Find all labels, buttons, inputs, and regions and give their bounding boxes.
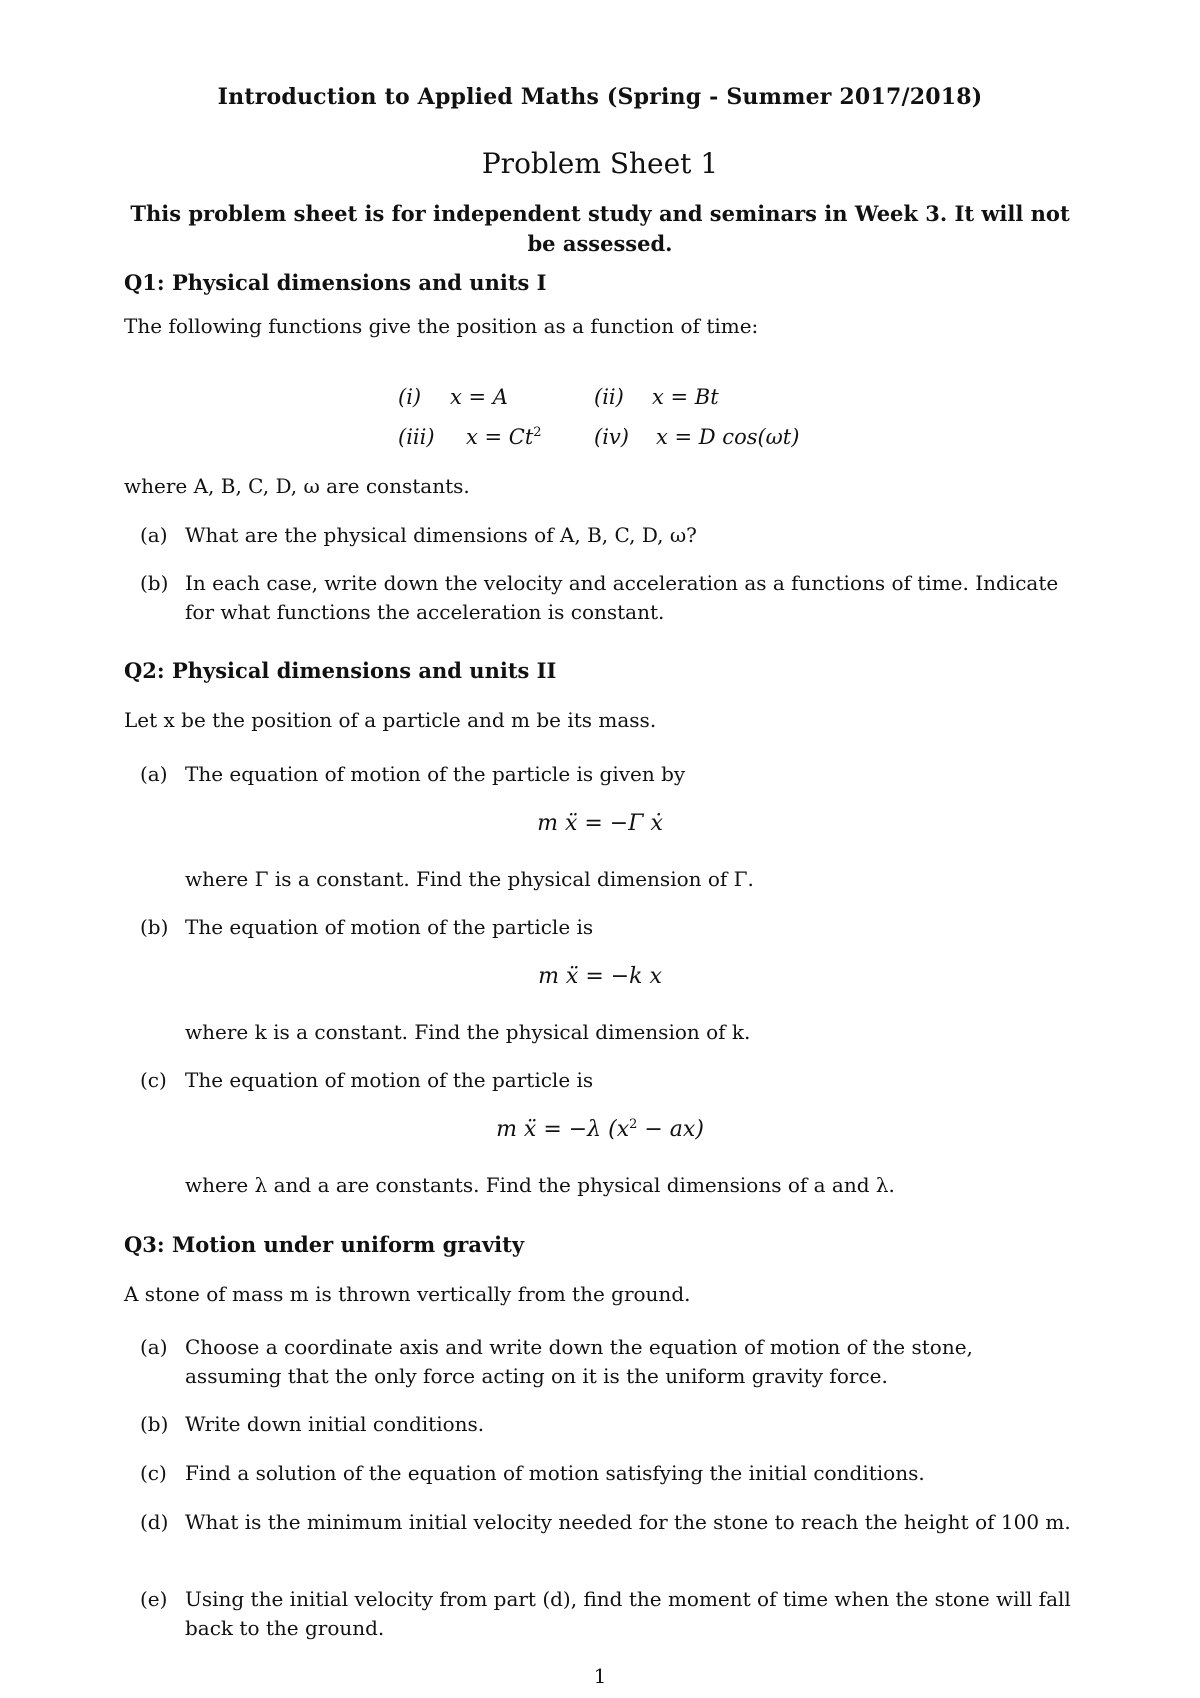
q2-part-b-after: where k is a constant. Find the physical dimension of k. [185,1020,751,1044]
q3-part-b [140,1410,1075,1439]
q3-part-e [140,1585,1075,1643]
part-label: (c) [140,1461,167,1485]
function-expression: x = A [450,385,508,409]
part-label: (a) [140,762,168,786]
part-text: Choose a coordinate axis and write down the equation of motion of the stone, assuming that the only force acting on it is the uniform gravity force. [185,1335,973,1388]
page-number: 1 [593,1664,607,1688]
course-title: Introduction to Applied Maths (Spring - Summer 2017/2018) [217,84,983,110]
q2-part-c-after: where λ and a are constants. Find the physical dimensions of a and λ. [185,1173,895,1197]
function-expression: x = D cos(ωt) [656,425,800,449]
q2-equation-b: m ẍ = −k x [538,964,662,989]
part-text: Find a solution of the equation of motion satisfying the initial conditions. [185,1461,925,1485]
q3-part-c [140,1459,1075,1488]
part-text: The equation of motion of the particle is [185,915,594,939]
q2-heading: Q2: Physical dimensions and units II [124,658,557,683]
part-label: (b) [140,915,169,939]
q2-equation-a: m ẍ = −Γ ẋ [537,811,663,836]
part-text: What are the physical dimensions of A, B, C, D, ω? [185,523,697,547]
part-label: (e) [140,1587,168,1611]
q3-part-d [140,1508,1075,1537]
part-label: (c) [140,1068,167,1092]
function-label: (iv) [594,425,629,449]
function-label: (ii) [594,385,624,409]
q2-equation-c: m ẍ = −λ $(x^2 - ax)$ [496,1117,704,1142]
part-label: (a) [140,1335,168,1359]
part-label: (a) [140,523,168,547]
function-label: (iii) [398,425,435,449]
part-text: Write down initial conditions. [185,1412,485,1436]
q3-heading: Q3: Motion under uniform gravity [124,1232,525,1257]
function-label: (i) [398,385,422,409]
q2-part-c [140,1066,1075,1095]
q3-lead: A stone of mass m is thrown vertically from the ground. [124,1282,691,1306]
q1-part-b [140,569,1075,627]
part-text: Using the initial velocity from part (d), find the moment of time when the stone will fall back to the ground. [185,1587,1071,1640]
q1-heading: Q1: Physical dimensions and units I [124,270,547,295]
q1-where: where A, B, C, D, ω are constants. [124,474,470,498]
part-label: (b) [140,571,169,595]
function-expression: x = Bt [652,385,719,409]
q2-part-a-after: where Γ is a constant. Find the physical dimension of Γ. [185,867,754,891]
part-text: In each case, write down the velocity and acceleration as a functions of time. Indicate for what functions the acceleration is constant. [185,571,1059,624]
intro-text: This problem sheet is for independent study and seminars in Week 3. It will not be assessed. [130,201,1070,256]
part-label: (d) [140,1510,169,1534]
part-text: The equation of motion of the particle is given by [185,762,686,786]
q3-part-a [140,1333,1075,1391]
q1-part-a [140,521,1075,550]
q2-part-a [140,760,1075,789]
part-label: (b) [140,1412,169,1436]
part-text: The equation of motion of the particle is [185,1068,594,1092]
part-text: What is the minimum initial velocity needed for the stone to reach the height of 100 m. [185,1510,1071,1534]
q1-lead: The following functions give the position as a function of time: [124,314,759,338]
q2-part-b [140,913,1075,942]
q2-lead: Let x be the position of a particle and m be its mass. [124,708,657,732]
function-expression: $x = Ct^2$ [466,425,542,449]
sheet-title: Problem Sheet 1 [481,147,719,180]
